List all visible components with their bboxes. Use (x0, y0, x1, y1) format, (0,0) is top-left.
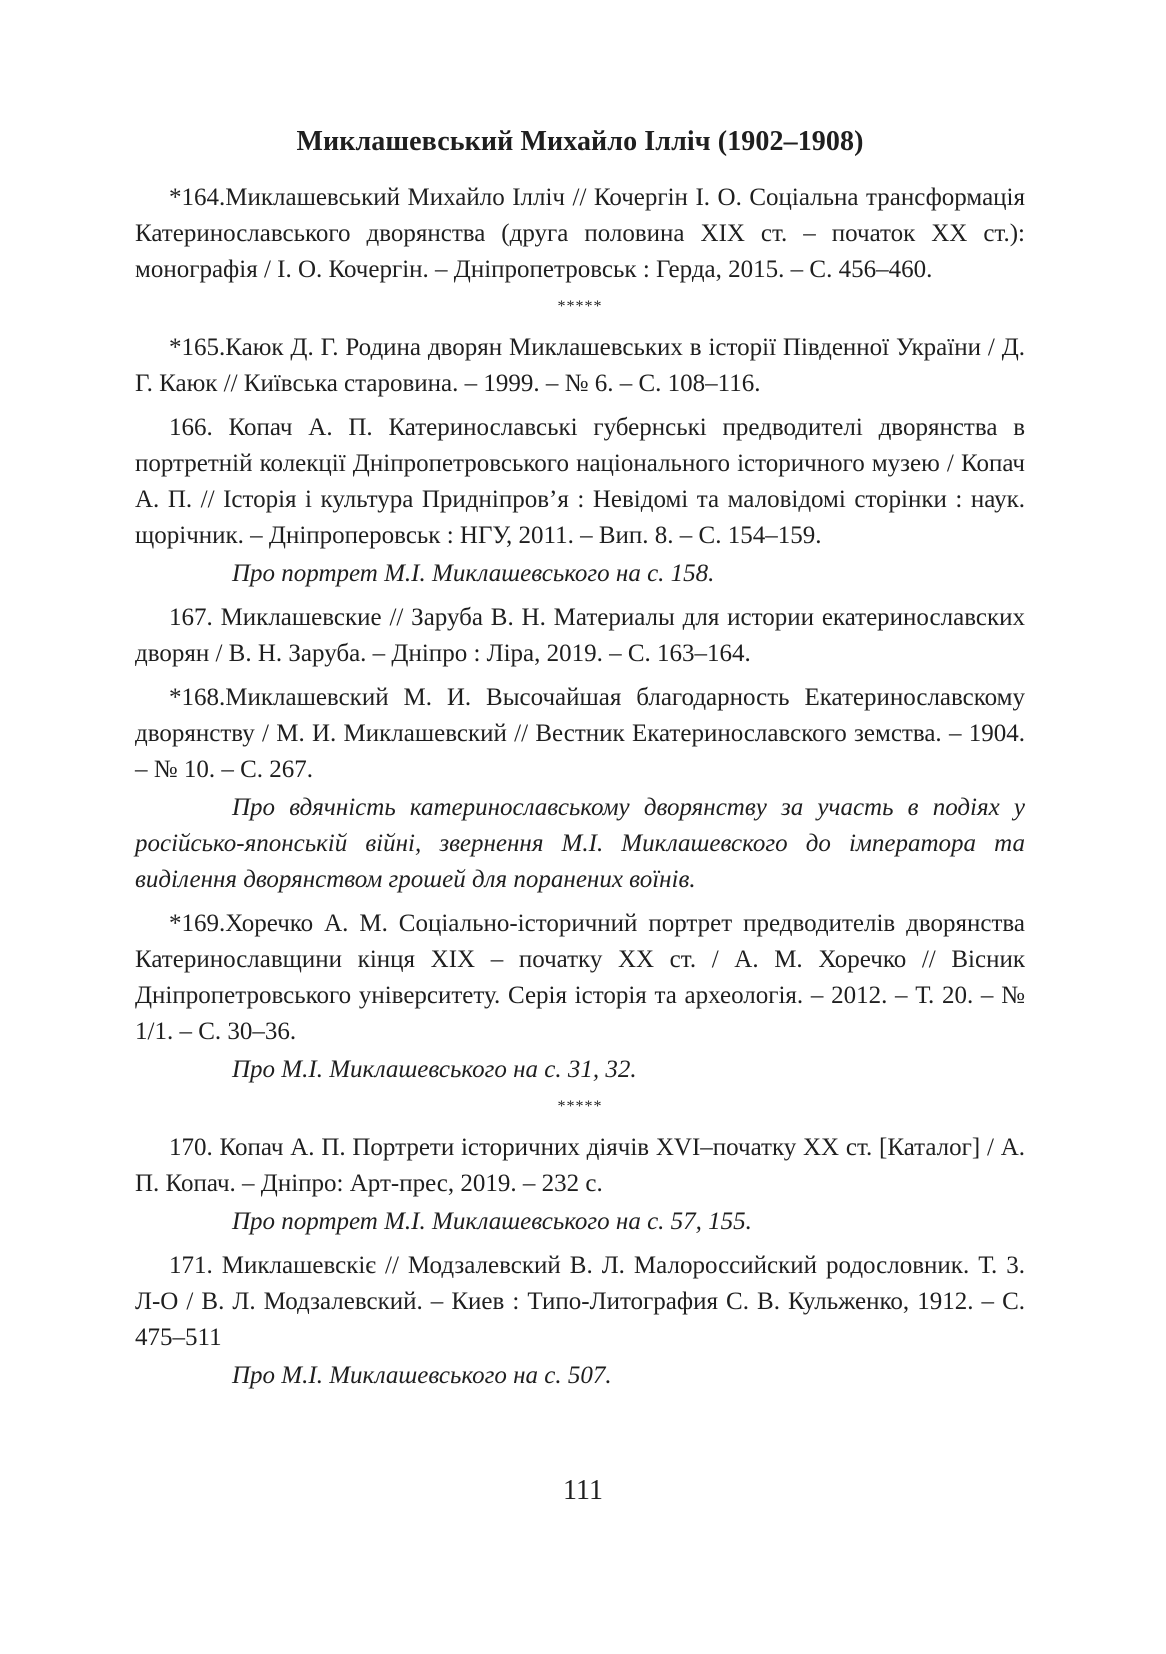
entry-text: Миклашевские // Заруба В. Н. Материалы для истории екатеринославских дворян / В. Н. Заруба. – Дніпро : Ліра, 2019. – С. 163–164. (135, 604, 1025, 667)
entry-number: *164. (169, 184, 226, 211)
annotation-note: Про вдячність катеринославському дворянству за участь в подіях у російсько-японській війні, звернення М.І. Миклашевского до імператора та виділення дворянством грошей для поранених воїнів. (135, 794, 1025, 893)
entry-text: Хоречко А. М. Соціально-історичний портрет предводителів дворянства Катеринославщини кінця XIX – початку XX ст. / А. М. Хоречко // Вісник Дніпропетровського університету. Серія історія та археологія. – 2012. – Т. 20. – № 1/1. – С. 30–36. (135, 910, 1025, 1045)
bibliography-entry-170 (135, 1130, 1025, 1202)
bibliography-entry-167 (135, 600, 1025, 672)
bibliography-entry-168 (135, 680, 1025, 788)
entry-number: 170. (169, 1134, 220, 1161)
entry-text: Копач А. П. Катеринославські губернські предводителі дворянства в портретній колекції Дніпропетровського національного історичного музею / Копач А. П. // Історія і культура Придніпров’я : Невідомі та маловідомі сторінки : наук. щорічник. – Дніпроперовськ : НГУ, 2011. – Вип. 8. – С. 154–159. (135, 414, 1025, 549)
entry-number: *169. (169, 910, 226, 937)
entry-number: *165. (169, 334, 226, 361)
page-number: 111 (563, 1475, 603, 1506)
bibliography-entry-165 (135, 330, 1025, 402)
annotation-note: Про М.І. Миклашевського на с. 31, 32. (232, 1056, 637, 1083)
bibliography-entry-166 (135, 410, 1025, 554)
separator: ***** (557, 1098, 603, 1115)
entry-number: 167. (169, 604, 221, 631)
document-page (135, 124, 1025, 1402)
bibliography-entry-169 (135, 906, 1025, 1050)
annotation-note: Про портрет М.І. Миклашевського на с. 57, 155. (232, 1208, 752, 1235)
entry-text: Миклашевскіє // Модзалевский В. Л. Малороссийский родословник. Т. 3. Л-О / В. Л. Модзалевский. – Киев : Типо-Литография С. В. Кульженко, 1912. – С. 475–511 (135, 1252, 1025, 1351)
entry-number: *168. (169, 684, 226, 711)
entry-number: 171. (169, 1252, 222, 1279)
annotation-note: Про портрет М.І. Миклашевського на с. 158. (232, 560, 715, 587)
entry-text: Каюк Д. Г. Родина дворян Миклашевських в історії Південної України / Д. Г. Каюк // Київська старовина. – 1999. – № 6. – С. 108–116. (135, 334, 1025, 397)
separator: ***** (557, 298, 603, 315)
entry-text: Миклашевський Михайло Ілліч // Кочергін І. О. Соціальна трансформація Катеринославського дворянства (друга половина XIX ст. – початок XX ст.): монографія / І. О. Кочергін. – Дніпропетровськ : Герда, 2015. – С. 456–460. (135, 184, 1025, 283)
entry-text: Копач А. П. Портрети історичних діячів XVI–початку XX ст. [Каталог] / А. П. Копач. – Дніпро: Арт-прес, 2019. – 232 с. (135, 1134, 1026, 1197)
bibliography-entry-164 (135, 180, 1025, 288)
annotation-note: Про М.І. Миклашевського на с. 507. (232, 1362, 612, 1389)
section-heading: Миклашевський Михайло Ілліч (1902–1908) (296, 126, 864, 157)
bibliography-entry-171 (135, 1248, 1025, 1356)
entry-text: Миклашевский М. И. Высочайшая благодарность Екатеринославскому дворянству / М. И. Миклашевский // Вестник Екатеринославского земства. – 1904. – № 10. – С. 267. (135, 684, 1025, 783)
entry-number: 166. (169, 414, 229, 441)
